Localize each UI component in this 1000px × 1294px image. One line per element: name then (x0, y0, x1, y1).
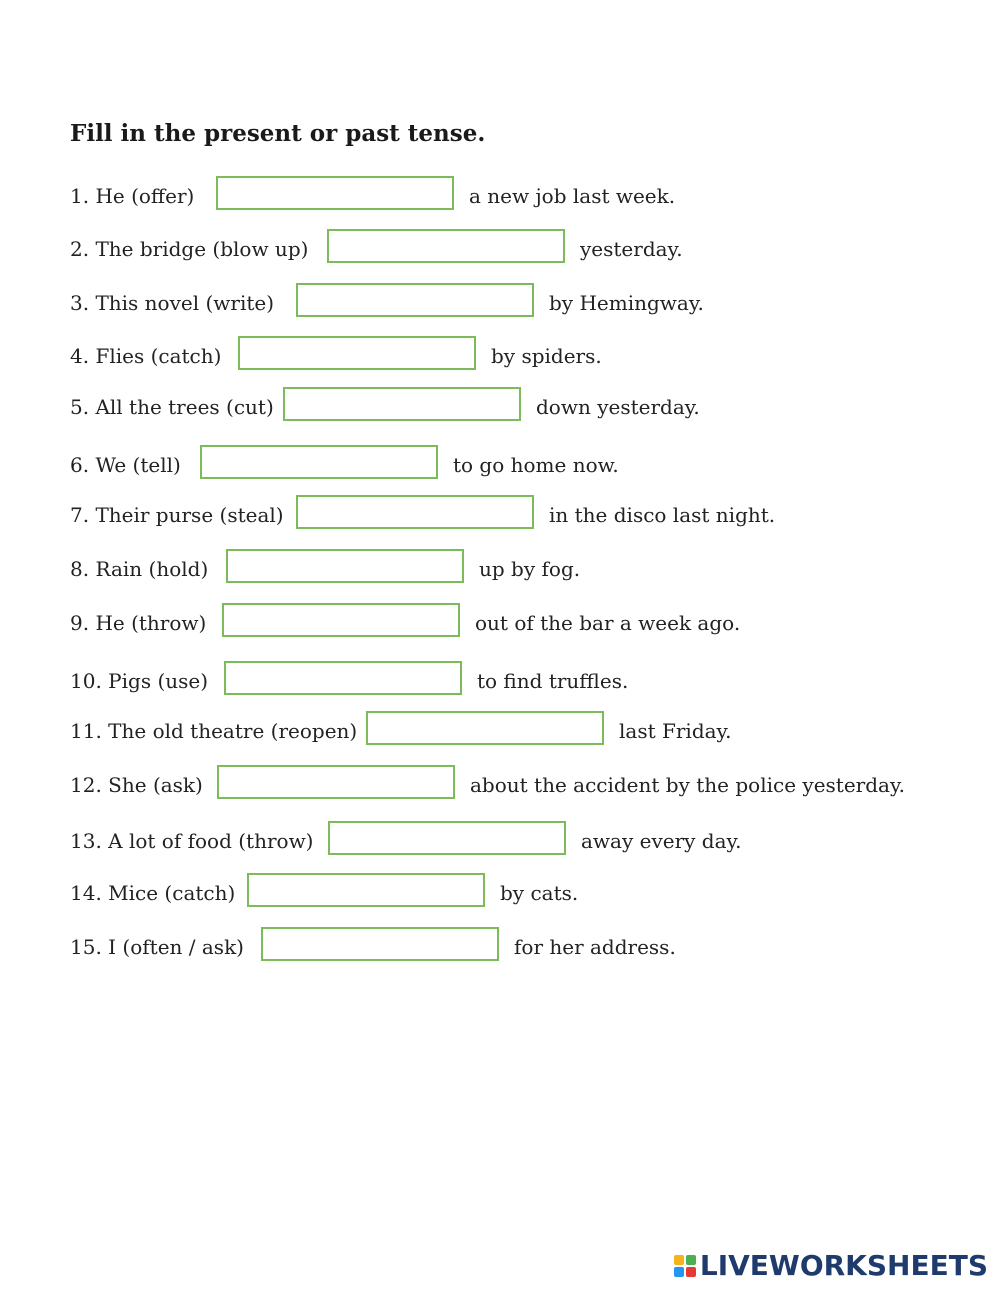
exercise-continuation: yesterday. (580, 237, 683, 261)
exercise-row (0, 765, 1000, 805)
exercise-continuation: to find truffles. (477, 669, 629, 693)
worksheet-title: Fill in the present or past tense. (70, 120, 486, 147)
exercise-row (0, 549, 1000, 589)
exercise-row (0, 495, 1000, 535)
exercise-continuation: out of the bar a week ago. (475, 611, 741, 635)
exercise-continuation: a new job last week. (469, 184, 676, 208)
exercise-row (0, 387, 1000, 427)
exercise-prompt: 9. He (throw) (70, 611, 207, 635)
answer-input[interactable] (327, 229, 565, 263)
exercise-continuation: in the disco last night. (549, 503, 776, 527)
exercise-row (0, 445, 1000, 485)
exercise-continuation: up by fog. (479, 557, 581, 581)
answer-input[interactable] (216, 176, 454, 210)
answer-input[interactable] (238, 336, 476, 370)
exercise-continuation: about the accident by the police yesterday. (470, 773, 905, 797)
exercise-continuation: away every day. (581, 829, 742, 853)
exercise-row (0, 229, 1000, 269)
logo-text: LIVEWORKSHEETS (699, 1249, 988, 1282)
exercise-continuation: down yesterday. (536, 395, 700, 419)
answer-input[interactable] (296, 495, 534, 529)
answer-input[interactable] (283, 387, 521, 421)
exercise-row (0, 283, 1000, 323)
answer-input[interactable] (217, 765, 455, 799)
answer-input[interactable] (222, 603, 460, 637)
answer-input[interactable] (226, 549, 464, 583)
exercise-prompt: 7. Their purse (steal) (70, 503, 284, 527)
answer-input[interactable] (296, 283, 534, 317)
exercise-continuation: for her address. (514, 935, 676, 959)
exercise-continuation: by cats. (500, 881, 579, 905)
answer-input[interactable] (224, 661, 462, 695)
liveworksheets-logo (674, 1249, 988, 1282)
exercise-prompt: 11. The old theatre (reopen) (70, 719, 358, 743)
exercise-row (0, 336, 1000, 376)
exercise-continuation: by Hemingway. (549, 291, 704, 315)
exercise-prompt: 14. Mice (catch) (70, 881, 236, 905)
exercise-prompt: 6. We (tell) (70, 453, 181, 477)
liveworksheets-logo-icon (674, 1255, 696, 1277)
exercise-continuation: to go home now. (453, 453, 619, 477)
exercise-row (0, 927, 1000, 967)
exercise-prompt: 10. Pigs (use) (70, 669, 209, 693)
exercise-prompt: 5. All the trees (cut) (70, 395, 274, 419)
exercise-row (0, 603, 1000, 643)
exercise-row (0, 873, 1000, 913)
exercise-prompt: 15. I (often / ask) (70, 935, 244, 959)
answer-input[interactable] (261, 927, 499, 961)
exercise-prompt: 1. He (offer) (70, 184, 195, 208)
exercise-prompt: 3. This novel (write) (70, 291, 275, 315)
exercise-prompt: 2. The bridge (blow up) (70, 237, 309, 261)
answer-input[interactable] (247, 873, 485, 907)
exercise-prompt: 12. She (ask) (70, 773, 203, 797)
exercise-row (0, 661, 1000, 701)
exercise-row (0, 821, 1000, 861)
answer-input[interactable] (366, 711, 604, 745)
exercise-prompt: 8. Rain (hold) (70, 557, 209, 581)
exercise-row (0, 711, 1000, 751)
exercise-prompt: 4. Flies (catch) (70, 344, 222, 368)
answer-input[interactable] (328, 821, 566, 855)
exercise-prompt: 13. A lot of food (throw) (70, 829, 314, 853)
answer-input[interactable] (200, 445, 438, 479)
exercise-row (0, 176, 1000, 216)
exercise-continuation: by spiders. (491, 344, 602, 368)
exercise-continuation: last Friday. (619, 719, 732, 743)
